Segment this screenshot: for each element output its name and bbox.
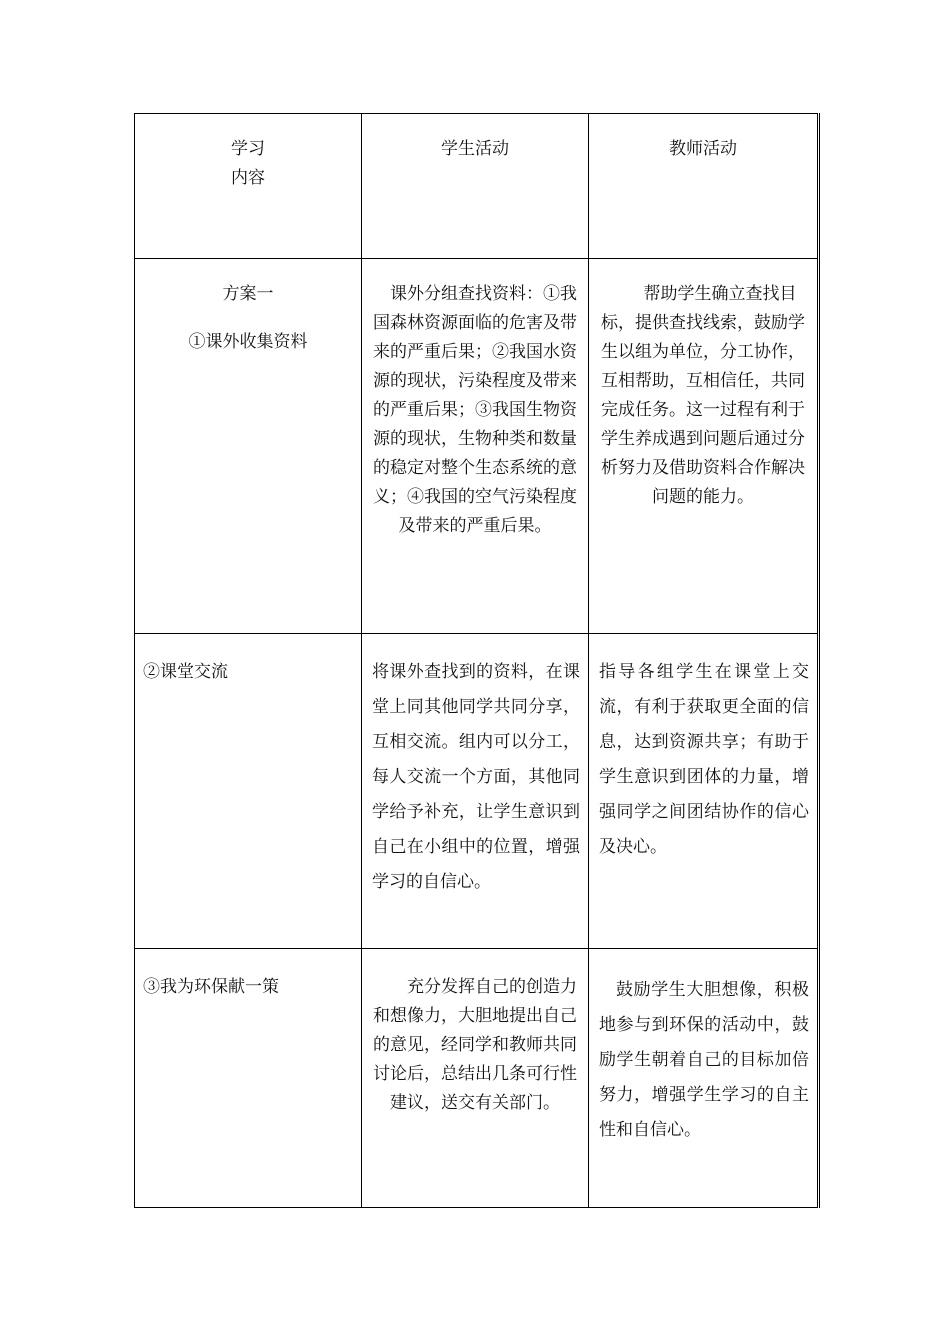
table-row [135, 949, 819, 1208]
student-activity-cell [362, 634, 589, 949]
header-content-line1: 学习 [231, 139, 265, 159]
content-cell [135, 949, 362, 1208]
content-label: ①课外收集资料 [188, 332, 308, 352]
content-cell [135, 259, 362, 634]
teacher-activity-cell [589, 949, 819, 1208]
teacher-activity-text: 帮助学生确立查找目标，提供查找线索，鼓励学生以组为单位，分工协作，互相帮助，互相信任，共同完成任务。这一过程有利于学生养成遇到问题后通过分析努力及借助资料合作解决问题的能力。 [601, 284, 805, 507]
student-activity-cell [362, 949, 589, 1208]
table-row [135, 634, 819, 949]
content-cell [135, 634, 362, 949]
header-content-line2: 内容 [231, 168, 265, 188]
lesson-plan-table [134, 113, 820, 1208]
header-student-label: 学生活动 [441, 139, 509, 159]
header-cell-teacher [589, 114, 819, 259]
teacher-activity-text: 鼓励学生大胆想像，积极地参与到环保的活动中，鼓励学生朝着自己的目标加倍努力，增强学生学习的自主性和自信心。 [599, 980, 809, 1140]
teacher-activity-cell [589, 259, 819, 634]
table-header-row [135, 114, 819, 259]
header-teacher-label: 教师活动 [669, 139, 737, 159]
student-activity-text: 充分发挥自己的创造力和想像力，大胆地提出自己的意见，经同学和教师共同讨论后，总结出几条可行性建议，送交有关部门。 [373, 977, 577, 1113]
header-cell-student [362, 114, 589, 259]
table-row [135, 259, 819, 634]
plan-title: 方案一 [222, 284, 274, 304]
content-label: ②课堂交流 [143, 662, 228, 682]
header-cell-content [135, 114, 362, 259]
content-label: ③我为环保献一策 [143, 977, 279, 997]
teacher-activity-text: 指导各组学生在课堂上交流，有利于获取更全面的信息，达到资源共享；有助于学生意识到团体的力量，增强同学之间团结协作的信心及决心。 [599, 662, 809, 857]
teacher-activity-cell [589, 634, 819, 949]
student-activity-cell [362, 259, 589, 634]
student-activity-text: 课外分组查找资料：①我国森林资源面临的危害及带来的严重后果；②我国水资源的现状，污染程度及带来的严重后果；③我国生物资源的现状，生物种类和数量的稳定对整个生态系统的意义；④我国的空气污染程度及带来的严重后果。 [373, 284, 577, 536]
student-activity-text: 将课外查找到的资料，在课堂上同其他同学共同分享，互相交流。组内可以分工，每人交流一个方面，其他同学给予补充，让学生意识到自己在小组中的位置，增强学习的自信心。 [372, 662, 580, 892]
